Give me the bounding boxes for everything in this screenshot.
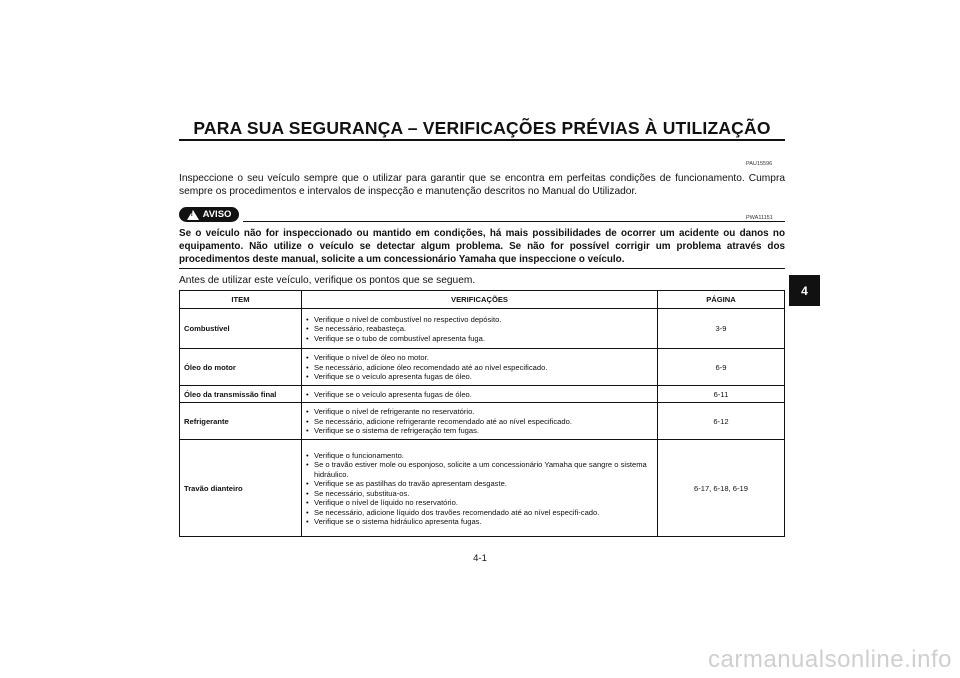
check-item: • Verifique o nível de combustível no respectivo depósito. [306, 315, 653, 325]
chapter-tab: 4 [789, 275, 820, 306]
table-row [180, 403, 785, 440]
check-item: • Verifique se o sistema de refrigeração tem fugas. [306, 426, 653, 436]
checks-list [306, 451, 653, 527]
row-page: 3-9 [658, 309, 785, 349]
header-item: ITEM [180, 291, 302, 309]
checks-list [306, 407, 653, 436]
checks-list [306, 390, 653, 400]
row-item: Óleo do motor [180, 349, 302, 386]
intro-code: PAU15596 [746, 161, 773, 167]
title-rule [179, 139, 785, 141]
check-item: • Se o travão estiver mole ou esponjoso, solicite a um concessionário Yamaha que sangre o sistema hidráulico. [306, 460, 653, 479]
check-item: • Se necessário, adicione óleo recomendado até ao nível especificado. [306, 363, 653, 373]
check-item: • Verifique o nível de líquido no reservatório. [306, 498, 653, 508]
row-page: 6-11 [658, 386, 785, 403]
checks-list [306, 353, 653, 382]
watermark: carmanualsonline.info [708, 646, 952, 673]
row-page: 6-17, 6-18, 6-19 [658, 440, 785, 537]
table-row [180, 386, 785, 403]
check-item: • Se necessário, reabasteça. [306, 324, 653, 334]
check-item: • Verifique se o veículo apresenta fugas de óleo. [306, 372, 653, 382]
row-item: Óleo da transmissão final [180, 386, 302, 403]
check-item: • Verifique se o sistema hidráulico apresenta fugas. [306, 517, 653, 527]
check-item: • Verifique se as pastilhas do travão apresentam desgaste. [306, 479, 653, 489]
pre-operation-checks-table [179, 290, 785, 537]
warning-badge [179, 207, 239, 222]
row-page: 6-9 [658, 349, 785, 386]
table-header-row [180, 291, 785, 309]
check-item: • Verifique se o veículo apresenta fugas de óleo. [306, 390, 653, 400]
check-item: • Se necessário, substitua-os. [306, 489, 653, 499]
row-page: 6-12 [658, 403, 785, 440]
warning-code: PWA11151 [746, 215, 773, 221]
checks-list [306, 315, 653, 344]
warning-label: AVISO [202, 209, 232, 220]
row-checks [302, 309, 658, 349]
intro-paragraph: Inspeccione o seu veículo sempre que o utilizar para garantir que se encontra em perfeitas condições de funcionamento. Cumpra sempre os procedimentos e intervalos de inspecção e manutenção descritos no Manual do Utilizador. [179, 173, 785, 197]
row-checks [302, 386, 658, 403]
warning-text: Se o veículo não for inspeccionado ou mantido em condições, há mais possibilidades de ocorrer um acidente ou danos no equipamento. Não utilize o veículo se detectar algum problema. Se não for possível corrigir um problema através dos procedimentos deste manual, solicite a um concessionário Yamaha que inspeccione o veículo. [179, 228, 785, 265]
table-row [180, 440, 785, 537]
check-item: • Se necessário, adicione líquido dos travões recomendado até ao nível especifi-cado. [306, 508, 653, 518]
warning-triangle-icon: ! [187, 210, 199, 220]
row-checks [302, 440, 658, 537]
check-item: • Se necessário, adicione refrigerante recomendado até ao nível especificado. [306, 417, 653, 427]
check-item: • Verifique se o tubo de combustível apresenta fuga. [306, 334, 653, 344]
check-item: • Verifique o nível de óleo no motor. [306, 353, 653, 363]
warning-rule-bottom [179, 268, 785, 269]
check-item: • Verifique o nível de refrigerante no reservatório. [306, 407, 653, 417]
table-row [180, 309, 785, 349]
row-item: Travão dianteiro [180, 440, 302, 537]
page-title: PARA SUA SEGURANÇA – VERIFICAÇÕES PRÉVIAS À UTILIZAÇÃO [193, 118, 771, 138]
page-number: 4-1 [473, 553, 487, 564]
lead-text: Antes de utilizar este veículo, verifique os pontos que se seguem. [179, 275, 476, 286]
warning-rule-top [243, 221, 785, 222]
header-page: PÁGINA [658, 291, 785, 309]
row-checks [302, 349, 658, 386]
check-item: • Verifique o funcionamento. [306, 451, 653, 461]
table-row [180, 349, 785, 386]
row-checks [302, 403, 658, 440]
row-item: Refrigerante [180, 403, 302, 440]
row-item: Combustível [180, 309, 302, 349]
header-checks: VERIFICAÇÕES [302, 291, 658, 309]
